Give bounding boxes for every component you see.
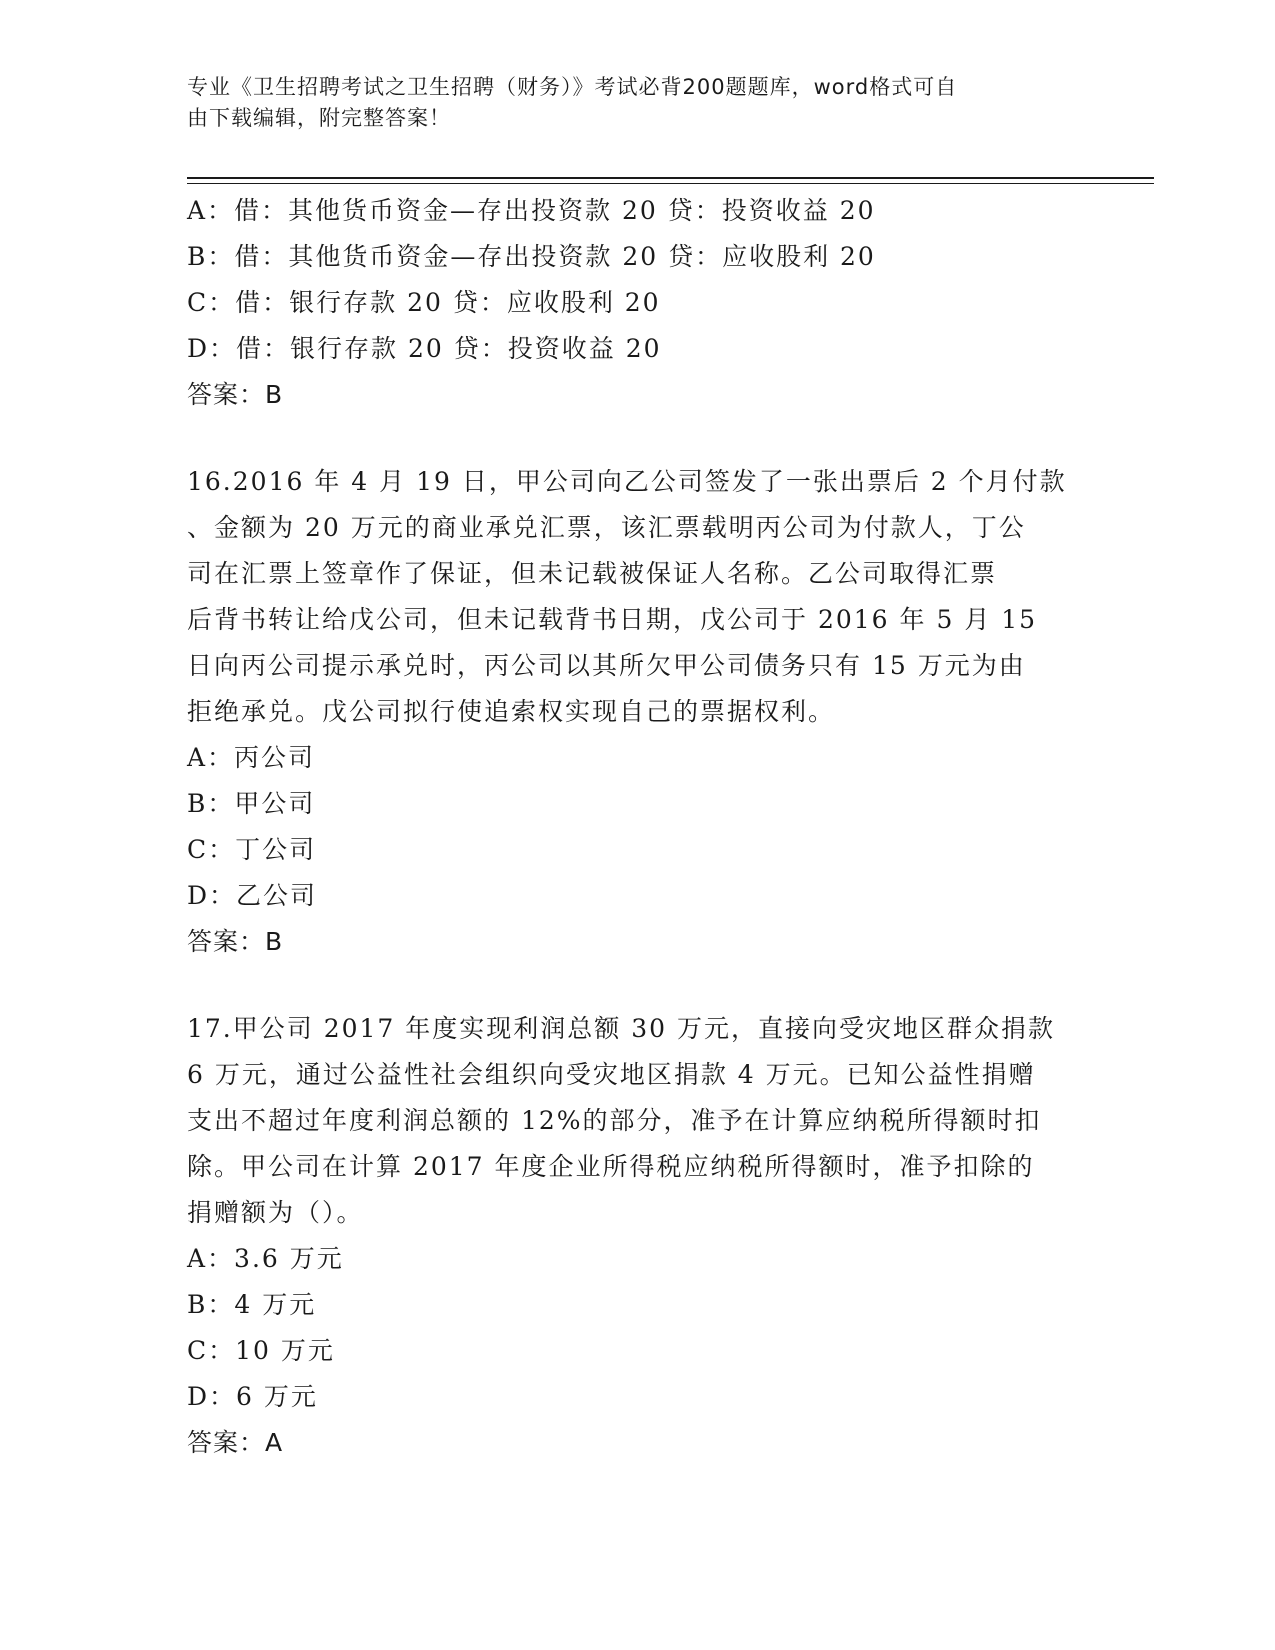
answer: 答案：B	[187, 380, 284, 409]
option-b: B：4 万元	[187, 1290, 317, 1319]
spacer	[187, 965, 1087, 1006]
option-c: C：借：银行存款 20 贷：应收股利 20	[187, 288, 661, 317]
header-title-line-1: 专业《卫生招聘考试之卫生招聘（财务）》考试必背200题题库，word格式可自	[187, 75, 958, 99]
option-b: B：借：其他货币资金—存出投资款 20 贷：应收股利 20	[187, 242, 876, 271]
question-15	[187, 188, 1087, 418]
option-c: C：10 万元	[187, 1336, 335, 1365]
option-a: A：丙公司	[187, 743, 316, 772]
stem-line: 支出不超过年度利润总额的 12%的部分，准予在计算应纳税所得额时扣	[187, 1106, 1042, 1135]
option-d: D：6 万元	[187, 1382, 318, 1411]
answer: 答案：A	[187, 1428, 284, 1457]
stem-line: 除。甲公司在计算 2017 年度企业所得税应纳税所得额时，准予扣除的	[187, 1152, 1035, 1181]
stem-line: 捐赠额为（）。	[187, 1198, 364, 1227]
stem-line: 司在汇票上签章作了保证，但未记载被保证人名称。乙公司取得汇票	[187, 559, 998, 588]
option-a: A：3.6 万元	[187, 1244, 344, 1273]
stem-line: 日向丙公司提示承兑时，丙公司以其所欠甲公司债务只有 15 万元为由	[187, 651, 1026, 680]
stem-line: 拒绝承兑。戊公司拟行使追索权实现自己的票据权利。	[187, 697, 836, 726]
stem-line: 6 万元，通过公益性社会组织向受灾地区捐款 4 万元。已知公益性捐赠	[187, 1060, 1036, 1089]
option-a: A：借：其他货币资金—存出投资款 20 贷：投资收益 20	[187, 196, 876, 225]
question-17	[187, 1006, 1087, 1466]
question-stem	[187, 459, 1087, 735]
spacer	[187, 418, 1087, 459]
option-c: C：丁公司	[187, 835, 317, 864]
header-divider-thick	[187, 177, 1154, 179]
stem-line: 、金额为 20 万元的商业承兑汇票，该汇票载明丙公司为付款人，丁公	[187, 513, 1026, 542]
option-d: D：乙公司	[187, 881, 318, 910]
option-b: B：甲公司	[187, 789, 316, 818]
stem-line: 17.甲公司 2017 年度实现利润总额 30 万元，直接向受灾地区群众捐款	[187, 1014, 1055, 1043]
header-divider-thin	[187, 183, 1154, 184]
question-stem	[187, 1006, 1087, 1236]
answer: 答案：B	[187, 927, 284, 956]
option-d: D：借：银行存款 20 贷：投资收益 20	[187, 334, 662, 363]
question-16	[187, 459, 1087, 965]
document-body	[187, 188, 1087, 1466]
stem-line: 16.2016 年 4 月 19 日，甲公司向乙公司签发了一张出票后 2 个月付款	[187, 467, 1067, 496]
header-title-line-2: 由下载编辑，附完整答案！	[187, 106, 451, 130]
document-header	[187, 72, 1067, 134]
stem-line: 后背书转让给戊公司，但未记载背书日期，戊公司于 2016 年 5 月 15	[187, 605, 1038, 634]
